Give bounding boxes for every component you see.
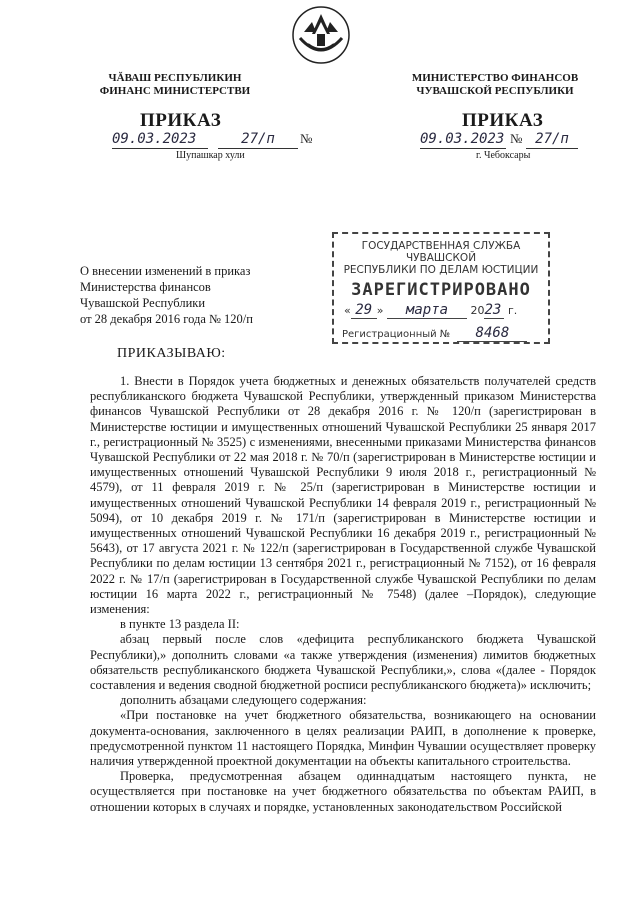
right-org-line2: ЧУВАШСКОЙ РЕСПУБЛИКИ <box>416 85 574 97</box>
stamp-reg-value: 8468 <box>457 325 527 342</box>
stamp-year-prefix: 20 <box>470 304 485 317</box>
right-date: 09.03.2023 <box>420 131 505 147</box>
stamp-line1: ГОСУДАРСТВЕННАЯ СЛУЖБА ЧУВАШСКОЙ <box>361 240 521 264</box>
document-title <box>80 263 253 327</box>
stamp-reg-number <box>334 325 548 342</box>
left-org-line1: ЧĂВАШ РЕСПУБЛИКИН <box>108 72 242 84</box>
right-order-title: ПРИКАЗ <box>462 110 544 131</box>
stamp-registered: ЗАРЕГИСТРИРОВАНО <box>351 280 531 300</box>
order-body <box>90 374 596 815</box>
stamp-year-unit: г. <box>507 304 518 317</box>
paragraph-1: 1. Внести в Порядок учета бюджетных и денежных обязательств получателей средств республиканского бюджета Чувашской Республики, утвержденный приказом Министерства финансов Чувашской Республики от 28 декабря 2016 г. № 120/п (зарегистрирован в Министерстве юстиции и имущественных отношений Чувашской Республики 25 января 2017 г., регистрационный № 3525) с изменениями, внесенными приказами Министерства финансов Чувашской Республики от 22 мая 2018 г. № 70/п (зарегистрирован в Министерстве юстиции и имущественных отношений Чувашской Республики 9 июля 2018 г., регистрационный № 4579), от 11 февраля 2019 г. № 25/п (зарегистрирован в Министерстве юстиции и имущественных отношений Чувашской Республики 14 февраля 2019 г., регистрационный № 5094), от 10 декабря 2019 г. № 171/п (зарегистрирован в Министерстве юстиции и имущественных отношений Чувашской Республики 16 декабря 2019 г., регистрационный № 5643), от 17 августа 2021 г. № 122/п (зарегистрирован в Государственной службе Чувашской Республики по делам юстиции 13 сентября 2021 г., регистрационный № 7152), от 16 февраля 2022 г. № 17/п (зарегистрирован в Государственной службе Чувашской Республики по делам юстиции 16 марта 2022 г., регистрационный № 7548) (далее –Порядок), следующие изменения: <box>90 374 596 617</box>
left-date: 09.03.2023 <box>112 131 197 147</box>
stamp-reg-label: Регистрационный № <box>342 329 451 340</box>
left-number-field <box>218 130 298 149</box>
stamp-month: марта <box>387 302 467 319</box>
stamp-day: 29 <box>351 302 377 319</box>
title-line1: О внесении изменений в приказ <box>80 264 251 278</box>
left-order-title: ПРИКАЗ <box>140 110 222 131</box>
stamp-year-suffix: 23 <box>484 302 504 319</box>
right-org-name <box>380 72 610 98</box>
order-directive-heading: ПРИКАЗЫВАЮ: <box>117 346 226 361</box>
left-number-sign: № <box>300 131 313 146</box>
right-city: г. Чебоксары <box>476 150 531 161</box>
left-city: Шупашкар хули <box>176 150 245 161</box>
coat-of-arms-icon <box>290 4 352 66</box>
registration-stamp <box>332 232 550 344</box>
paragraph-4: дополнить абзацами следующего содержания: <box>120 693 367 708</box>
paragraph-5: «При постановке на учет бюджетного обязательства, возникающего на основании документа-основания, заключенного в целях реализации РАИП, в дополнение к проверке, предусмотренной пунктом 11 настоящего Порядка, Минфин Чувашии осуществляет проверку наличия утвержденной проектной документации на объекты капитального строительства. <box>90 708 596 769</box>
title-line4: от 28 декабря 2016 года № 120/п <box>80 312 253 326</box>
right-org-line1: МИНИСТЕРСТВО ФИНАНСОВ <box>411 72 579 84</box>
stamp-date: « 29 » марта 2023 г. <box>344 302 518 318</box>
left-date-field <box>112 130 208 149</box>
paragraph-6: Проверка, предусмотренная абзацем одиннадцатым настоящего пункта, не осуществляется при постановке на учет бюджетного обязательства по объектам РАИП, в отношении которых в случаях и порядке, установленных законодательством Российской <box>90 769 596 814</box>
left-org-name <box>60 72 290 98</box>
paragraph-3: абзац первый после слов «дефицита республиканского бюджета Чувашской Республики),» дополнить словами «а также утверждения (изменения) лимитов бюджетных обязательств республиканского бюджета Чувашской Республики,», слова «(далее - Порядок составления и ведения сводной бюджетной росписи республиканского бюджета)» исключить; <box>90 632 596 693</box>
right-date-field <box>420 130 506 149</box>
left-org-line2: ФИНАНС МИНИСТЕРСТВИ <box>99 85 251 97</box>
right-number: 27/п <box>535 131 569 147</box>
right-number-field <box>526 130 578 149</box>
left-number: 27/п <box>241 131 275 147</box>
stamp-line2: РЕСПУБЛИКИ ПО ДЕЛАМ ЮСТИЦИИ <box>343 264 539 276</box>
right-number-sign: № <box>510 131 523 146</box>
paragraph-2: в пункте 13 раздела II: <box>120 617 240 632</box>
title-line2: Министерства финансов <box>80 280 211 294</box>
title-line3: Чувашской Республики <box>80 296 206 310</box>
